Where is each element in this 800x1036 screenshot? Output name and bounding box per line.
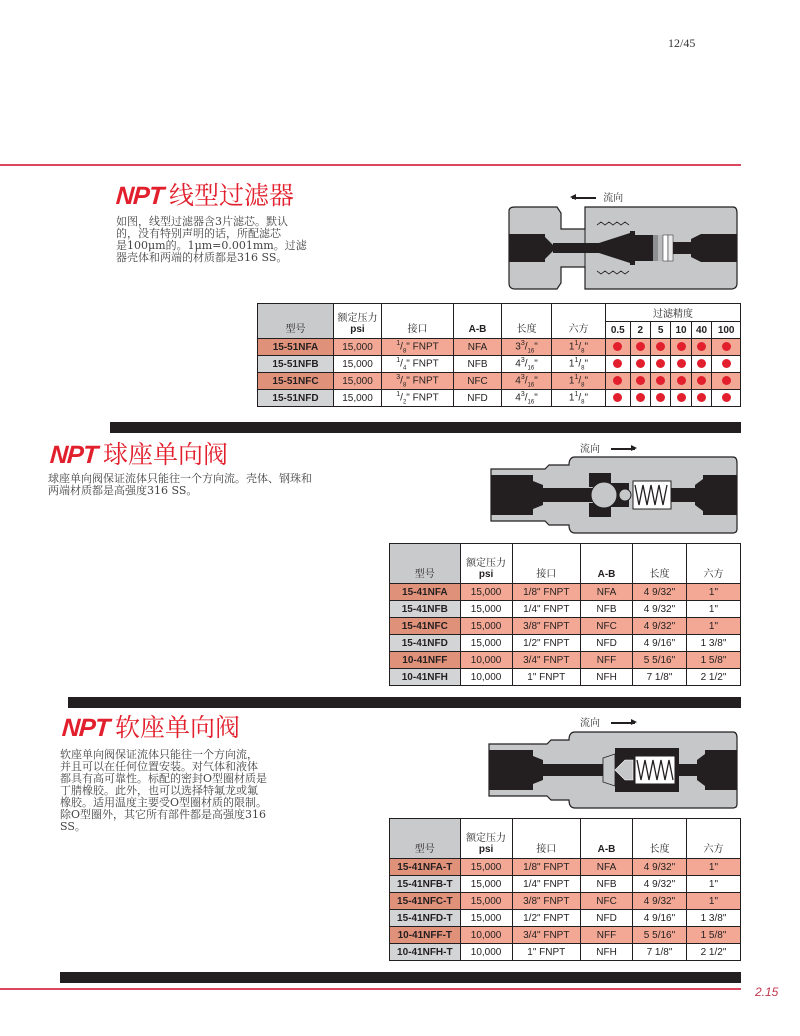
- table-row: [390, 652, 741, 669]
- grade-cell: [606, 373, 631, 390]
- section-divider: [110, 422, 741, 433]
- cell-hex: 1 5/8": [686, 927, 740, 944]
- header-pressure-unit: psi: [350, 324, 365, 335]
- cell-pressure: 15,000: [334, 390, 382, 407]
- grade-header: 0.5: [606, 322, 631, 339]
- header-pressure-label: 额定压力: [337, 313, 378, 324]
- cell-hex: 1": [686, 893, 740, 910]
- header-ab: A-B: [454, 304, 502, 339]
- desc-line: 球座单向阀保证流体只能往一个方向流。壳体、钢珠和: [48, 472, 312, 485]
- available-dot-icon: [636, 393, 645, 402]
- page-indicator: 12/45: [668, 36, 696, 50]
- grade-cell: [650, 373, 670, 390]
- available-dot-icon: [613, 342, 622, 351]
- ball-check-valve-diagram: [489, 455, 739, 535]
- cell-hex: 2 1/2": [686, 944, 740, 961]
- available-dot-icon: [697, 393, 706, 402]
- cell-pressure: 10,000: [460, 927, 512, 944]
- grade-cell: [712, 356, 741, 373]
- footer-page-number: 2.15: [755, 985, 779, 999]
- cell-length: 4 9/32": [632, 893, 686, 910]
- cell-pressure: 15,000: [460, 601, 512, 618]
- desc-line: 的，没有特别声明的话，所配滤芯: [116, 227, 281, 240]
- header-pressure: [334, 304, 382, 339]
- grade-header: 10: [671, 322, 692, 339]
- cell-length: 4 9/32": [632, 876, 686, 893]
- cell-length: 7 1/8": [632, 669, 686, 686]
- grade-cell: [606, 339, 631, 356]
- cell-pressure: 10,000: [460, 669, 512, 686]
- cell-hex: 1": [686, 601, 740, 618]
- header-pressure-unit: psi: [478, 569, 494, 580]
- desc-line: 如图，线型过滤器含3片滤芯。默认: [116, 215, 288, 228]
- cell-model: 15-41NFD: [390, 635, 461, 652]
- cell-model: 10-41NFH: [390, 669, 461, 686]
- cell-model: 15-41NFA: [390, 584, 461, 601]
- cell-model: 10-41NFH-T: [390, 944, 461, 961]
- grade-cell: [691, 373, 712, 390]
- flow-text: 流向: [580, 718, 600, 729]
- cell-ab: NFA: [581, 584, 633, 601]
- available-dot-icon: [613, 359, 622, 368]
- cell-length: 4 9/32": [632, 601, 686, 618]
- cell-ab: NFD: [454, 390, 502, 407]
- cell-hex: $1^1/_8$": [552, 356, 606, 373]
- available-dot-icon: [677, 393, 686, 402]
- title-prefix: NPT: [49, 441, 99, 469]
- cell-ab: NFF: [581, 927, 633, 944]
- available-dot-icon: [722, 376, 731, 385]
- cell-pressure: 15,000: [460, 876, 512, 893]
- section-description-inline-filter: [116, 216, 316, 264]
- cell-model: 15-41NFB: [390, 601, 461, 618]
- header-port: 接口: [382, 304, 454, 339]
- arrow-right-icon: [611, 448, 635, 450]
- flow-text: 流向: [603, 193, 624, 204]
- grade-cell: [671, 356, 692, 373]
- section-divider: [60, 972, 741, 983]
- soft-seat-check-valve-diagram: [487, 730, 739, 810]
- cell-model: 15-41NFC-T: [390, 893, 461, 910]
- flow-direction-label: [572, 189, 623, 204]
- cell-pressure: 15,000: [334, 356, 382, 373]
- grade-cell: [712, 390, 741, 407]
- cell-port: 1" FNPT: [512, 944, 581, 961]
- title-text: 线型过滤器: [169, 181, 295, 210]
- table-row: [390, 893, 741, 910]
- cell-ab: NFC: [581, 618, 633, 635]
- grade-cell: [630, 356, 650, 373]
- grade-cell: [606, 356, 631, 373]
- grade-cell: [671, 373, 692, 390]
- cell-pressure: 15,000: [460, 893, 512, 910]
- desc-line: 器壳体和两端的材质都是316 SS。: [116, 251, 288, 264]
- cell-pressure: 15,000: [460, 910, 512, 927]
- cell-length: 4 9/32": [632, 618, 686, 635]
- table-row: [258, 339, 741, 356]
- section-description-soft-seat-check-valve: [60, 749, 290, 833]
- cell-port: $^1/_8$" FNPT: [382, 339, 454, 356]
- grade-header: 2: [630, 322, 650, 339]
- grade-cell: [712, 339, 741, 356]
- available-dot-icon: [656, 376, 665, 385]
- table-row: [390, 927, 741, 944]
- header-port: 接口: [512, 544, 581, 584]
- available-dot-icon: [677, 376, 686, 385]
- cell-ab: NFA: [581, 859, 633, 876]
- section-title-ball-check-valve: [50, 442, 228, 468]
- cell-ab: NFC: [581, 893, 633, 910]
- grade-cell: [630, 339, 650, 356]
- cell-port: 1/8" FNPT: [512, 859, 581, 876]
- cell-hex: $1^1/_8$": [552, 339, 606, 356]
- available-dot-icon: [656, 359, 665, 368]
- title-prefix: NPT: [115, 182, 165, 210]
- available-dot-icon: [722, 393, 731, 402]
- cell-ab: NFC: [454, 373, 502, 390]
- cell-length: 5 5/16": [632, 652, 686, 669]
- cell-ab: NFF: [581, 652, 633, 669]
- available-dot-icon: [697, 376, 706, 385]
- flow-direction-label: [580, 440, 635, 455]
- cell-model: 15-41NFD-T: [390, 910, 461, 927]
- table-row: [390, 859, 741, 876]
- header-ab: A-B: [581, 544, 633, 584]
- cell-ab: NFB: [581, 601, 633, 618]
- desc-line: 两端材质都是高强度316 SS。: [48, 484, 198, 497]
- title-text: 软座单向阀: [115, 713, 241, 742]
- flow-text: 流向: [580, 444, 600, 455]
- desc-line: 橡胶。适用温度主要受O型圈材质的限制。: [60, 796, 268, 809]
- cell-port: 1/2" FNPT: [512, 635, 581, 652]
- cell-pressure: 15,000: [334, 373, 382, 390]
- available-dot-icon: [722, 359, 731, 368]
- cell-port: 3/4" FNPT: [512, 927, 581, 944]
- header-model: 型号: [390, 544, 461, 584]
- table-row: [390, 635, 741, 652]
- cell-pressure: 10,000: [460, 652, 512, 669]
- top-rule: [0, 164, 741, 166]
- title-text: 球座单向阀: [103, 440, 229, 469]
- available-dot-icon: [677, 342, 686, 351]
- cell-length: $4^3/_{16}$": [502, 356, 552, 373]
- header-port: 接口: [512, 819, 581, 859]
- grade-cell: [630, 373, 650, 390]
- cell-port: 1/2" FNPT: [512, 910, 581, 927]
- cell-length: $4^3/_{16}$": [502, 390, 552, 407]
- grade-cell: [691, 356, 712, 373]
- bottom-rule: [0, 988, 741, 990]
- cell-pressure: 15,000: [460, 618, 512, 635]
- available-dot-icon: [636, 342, 645, 351]
- header-pressure-unit: psi: [478, 844, 494, 855]
- arrow-right-icon: [611, 722, 635, 724]
- grade-header: 100: [712, 322, 741, 339]
- cell-ab: NFB: [581, 876, 633, 893]
- grade-cell: [691, 339, 712, 356]
- cell-port: 3/8" FNPT: [512, 893, 581, 910]
- cell-hex: 1": [686, 618, 740, 635]
- cell-model: 15-51NFC: [258, 373, 334, 390]
- inline-filter-diagram: [505, 205, 740, 291]
- cell-hex: 1 3/8": [686, 635, 740, 652]
- cell-pressure: 10,000: [460, 944, 512, 961]
- cell-model: 15-51NFB: [258, 356, 334, 373]
- table-row: [390, 584, 741, 601]
- cell-port: 1/8" FNPT: [512, 584, 581, 601]
- grade-header: 40: [691, 322, 712, 339]
- cell-port: 3/4" FNPT: [512, 652, 581, 669]
- available-dot-icon: [697, 342, 706, 351]
- available-dot-icon: [677, 359, 686, 368]
- available-dot-icon: [656, 342, 665, 351]
- table-row: [390, 669, 741, 686]
- header-pressure-label: 额定压力: [466, 833, 507, 844]
- cell-length: 4 9/32": [632, 859, 686, 876]
- section-divider: [68, 697, 741, 708]
- header-length: 长度: [502, 304, 552, 339]
- title-prefix: NPT: [61, 714, 111, 742]
- available-dot-icon: [613, 393, 622, 402]
- cell-ab: NFH: [581, 669, 633, 686]
- available-dot-icon: [722, 342, 731, 351]
- header-pressure: [460, 819, 512, 859]
- cell-pressure: 15,000: [460, 859, 512, 876]
- desc-line: 并且可以在任何位置安装。对气体和液体: [60, 760, 258, 773]
- header-ab: A-B: [581, 819, 633, 859]
- available-dot-icon: [697, 359, 706, 368]
- grade-cell: [691, 390, 712, 407]
- cell-hex: 1 5/8": [686, 652, 740, 669]
- cell-ab: NFH: [581, 944, 633, 961]
- grade-cell: [650, 339, 670, 356]
- cell-length: 4 9/16": [632, 910, 686, 927]
- header-length: 长度: [632, 819, 686, 859]
- table-row: [258, 373, 741, 390]
- cell-port: 3/8" FNPT: [512, 618, 581, 635]
- grade-cell: [671, 339, 692, 356]
- cell-model: 15-51NFD: [258, 390, 334, 407]
- spec-table-ball-check-valve: [389, 543, 741, 686]
- desc-line: 是100μm的。1μm=0.001mm。过滤: [116, 239, 307, 252]
- cell-hex: 1": [686, 876, 740, 893]
- cell-port: 1/4" FNPT: [512, 876, 581, 893]
- header-model: 型号: [258, 304, 334, 339]
- grade-cell: [630, 390, 650, 407]
- header-model: 型号: [390, 819, 461, 859]
- header-pressure: [460, 544, 512, 584]
- header-hex: 六方: [686, 819, 740, 859]
- available-dot-icon: [656, 393, 665, 402]
- section-title-inline-filter: [116, 183, 294, 209]
- grade-cell: [650, 390, 670, 407]
- grade-cell: [712, 373, 741, 390]
- available-dot-icon: [636, 359, 645, 368]
- desc-line: SS。: [60, 820, 86, 833]
- section-title-soft-seat-check-valve: [62, 715, 240, 741]
- cell-length: $3^3/_{16}$": [502, 339, 552, 356]
- cell-hex: $1^1/_8$": [552, 373, 606, 390]
- cell-model: 10-41NFF: [390, 652, 461, 669]
- desc-line: 丁腈橡胶。此外，也可以选择特氟龙或氟: [60, 784, 258, 797]
- cell-hex: 1 3/8": [686, 910, 740, 927]
- grade-header: 5: [650, 322, 670, 339]
- cell-pressure: 15,000: [460, 635, 512, 652]
- flow-direction-label: [580, 714, 635, 729]
- desc-line: 软座单向阀保证流体只能往一个方向流，: [60, 748, 258, 761]
- available-dot-icon: [636, 376, 645, 385]
- cell-model: 15-51NFA: [258, 339, 334, 356]
- cell-port: $^1/_4$" FNPT: [382, 356, 454, 373]
- grade-cell: [650, 356, 670, 373]
- desc-line: 除O型圈外，其它所有部件都是高强度316: [60, 808, 267, 821]
- cell-ab: NFD: [581, 910, 633, 927]
- table-row: [390, 910, 741, 927]
- cell-model: 10-41NFF-T: [390, 927, 461, 944]
- cell-model: 15-41NFC: [390, 618, 461, 635]
- cell-model: 15-41NFA-T: [390, 859, 461, 876]
- section-description-ball-check-valve: [48, 473, 348, 497]
- cell-ab: NFA: [454, 339, 502, 356]
- cell-length: 4 9/32": [632, 584, 686, 601]
- table-row: [258, 390, 741, 407]
- grade-cell: [671, 390, 692, 407]
- spec-table-inline-filter: [257, 303, 741, 407]
- table-row: [390, 601, 741, 618]
- spec-table-soft-seat-check-valve: [389, 818, 741, 961]
- cell-hex: 1": [686, 859, 740, 876]
- cell-port: $^1/_2$" FNPT: [382, 390, 454, 407]
- header-filter-grade: 过滤精度: [606, 304, 741, 322]
- cell-hex: $1^1/_8$": [552, 390, 606, 407]
- cell-model: 15-41NFB-T: [390, 876, 461, 893]
- cell-pressure: 15,000: [460, 584, 512, 601]
- header-length: 长度: [632, 544, 686, 584]
- cell-length: $4^3/_{16}$": [502, 373, 552, 390]
- table-row: [390, 618, 741, 635]
- cell-pressure: 15,000: [334, 339, 382, 356]
- table-row: [390, 944, 741, 961]
- cell-port: 1" FNPT: [512, 669, 581, 686]
- cell-hex: 2 1/2": [686, 669, 740, 686]
- cell-hex: 1": [686, 584, 740, 601]
- table-row: [258, 356, 741, 373]
- cell-port: $^3/_8$" FNPT: [382, 373, 454, 390]
- available-dot-icon: [613, 376, 622, 385]
- cell-port: 1/4" FNPT: [512, 601, 581, 618]
- header-hex: 六方: [552, 304, 606, 339]
- cell-ab: NFB: [454, 356, 502, 373]
- header-pressure-label: 额定压力: [466, 558, 507, 569]
- table-row: [390, 876, 741, 893]
- arrow-left-icon: [572, 197, 596, 199]
- header-hex: 六方: [686, 544, 740, 584]
- desc-line: 都具有高可靠性。标配的密封O型圈材质是: [60, 772, 268, 785]
- cell-length: 7 1/8": [632, 944, 686, 961]
- cell-ab: NFD: [581, 635, 633, 652]
- grade-cell: [606, 390, 631, 407]
- cell-length: 4 9/16": [632, 635, 686, 652]
- cell-length: 5 5/16": [632, 927, 686, 944]
